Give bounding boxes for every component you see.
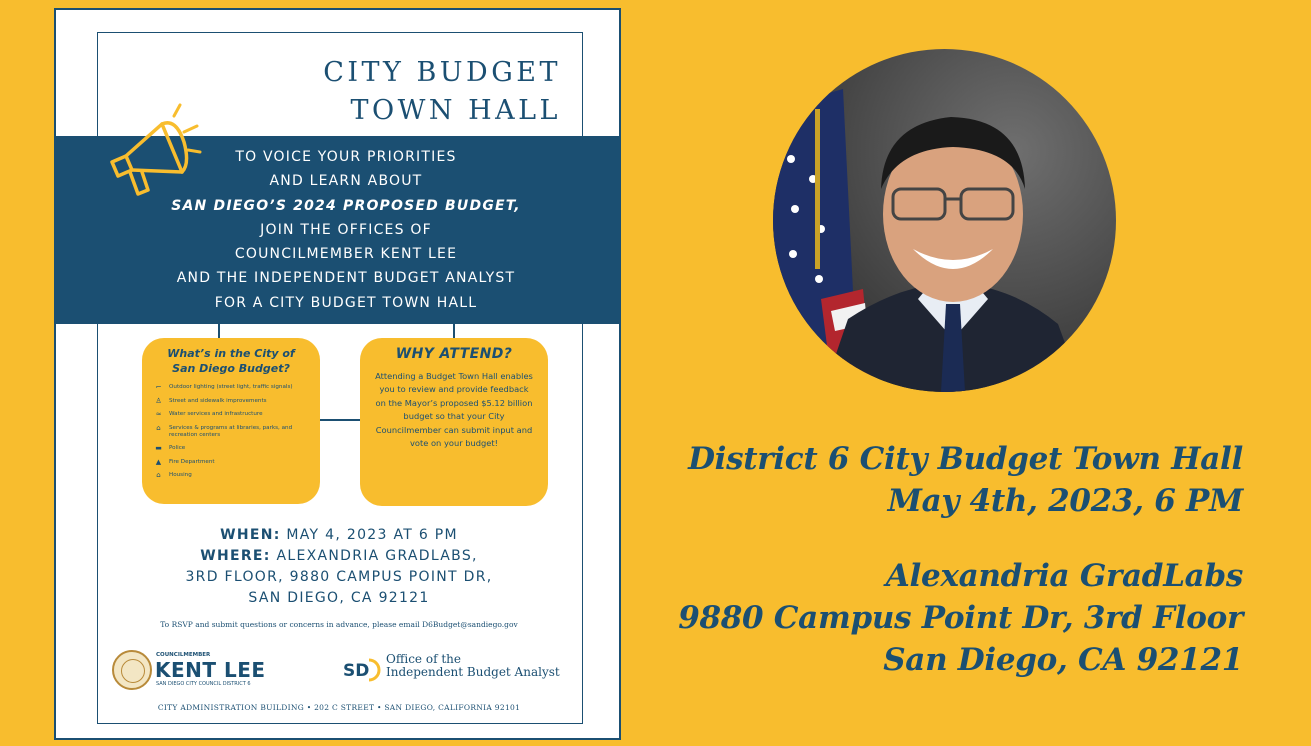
budget-items-card bbox=[142, 338, 320, 504]
event-title-block bbox=[688, 438, 1243, 522]
budget-card-title-line2: San Diego Budget? bbox=[172, 362, 290, 375]
list-item bbox=[154, 398, 314, 405]
event-street: 9880 Campus Point Dr, 3rd Floor bbox=[678, 600, 1243, 636]
when-label: WHEN: bbox=[220, 527, 281, 543]
list-item bbox=[154, 384, 314, 391]
banner-line: AND LEARN ABOUT bbox=[269, 173, 423, 190]
banner-line: JOIN THE OFFICES OF bbox=[260, 221, 432, 238]
councilmember-portrait bbox=[773, 49, 1116, 392]
street-light-icon: ⌐ bbox=[155, 383, 162, 391]
budget-card-title bbox=[142, 346, 320, 376]
iba-logo bbox=[343, 656, 381, 682]
where-line3: SAN DIEGO, CA 92121 bbox=[248, 590, 430, 606]
banner-line: AND THE INDEPENDENT BUDGET ANALYST bbox=[176, 270, 516, 287]
water-icon: ≈ bbox=[155, 410, 162, 418]
connector-line bbox=[453, 324, 455, 338]
iba-name bbox=[386, 653, 560, 679]
councilmember-name: KENT LEE bbox=[155, 658, 266, 682]
event-venue: Alexandria GradLabs bbox=[885, 558, 1243, 594]
why-attend-title: WHY ATTEND? bbox=[395, 346, 513, 362]
budget-items-list bbox=[142, 376, 320, 479]
list-item bbox=[154, 445, 314, 452]
when-line bbox=[116, 525, 562, 546]
list-item bbox=[154, 411, 314, 418]
list-item-label: Water services and infrastructure bbox=[169, 411, 263, 417]
why-attend-text: Attending a Budget Town Hall enables you to review and provide feedback on the Mayor’s proposed $5.12 billion budget so that your City Councilmember can submit input and vote on your budget! bbox=[375, 371, 533, 449]
flyer-title-line1: CITY BUDGET bbox=[323, 57, 561, 88]
city-seal-logo bbox=[112, 650, 152, 690]
flyer-banner-text bbox=[111, 145, 581, 315]
town-hall-flyer bbox=[54, 8, 621, 740]
library-icon: ⌂ bbox=[156, 423, 161, 432]
where-line bbox=[116, 546, 562, 567]
banner-line-highlight: SAN DIEGO’S 2024 PROPOSED BUDGET, bbox=[171, 197, 521, 214]
list-item bbox=[154, 459, 314, 466]
list-item-label: Outdoor lighting (street light, traffic signals) bbox=[169, 384, 293, 390]
list-item bbox=[154, 472, 314, 479]
where-line2: 3RD FLOOR, 9880 CAMPUS POINT DR, bbox=[185, 569, 493, 585]
iba-logo-text: SD bbox=[343, 661, 370, 681]
where-label: WHERE: bbox=[200, 548, 271, 564]
why-attend-card bbox=[360, 338, 548, 506]
list-item-label: Street and sidewalk improvements bbox=[169, 397, 267, 404]
city-address: CITY ADMINISTRATION BUILDING • 202 C STREET • SAN DIEGO, CALIFORNIA 92101 bbox=[157, 703, 521, 712]
iba-name-line2: Independent Budget Analyst bbox=[386, 665, 560, 679]
list-item bbox=[154, 425, 314, 439]
event-location-block bbox=[678, 555, 1243, 681]
event-title: District 6 City Budget Town Hall bbox=[688, 441, 1243, 477]
flyer-title-line2: TOWN HALL bbox=[350, 95, 561, 126]
connector-line bbox=[320, 419, 360, 421]
banner-line: TO VOICE YOUR PRIORITIES bbox=[235, 149, 457, 165]
banner-line: COUNCILMEMBER KENT LEE bbox=[234, 246, 458, 263]
police-icon: ▬ bbox=[155, 444, 162, 452]
list-item-label: Housing bbox=[169, 472, 192, 478]
council-district: SAN DIEGO CITY COUNCIL DISTRICT 6 bbox=[156, 681, 251, 687]
iba-name-line1: Office of the bbox=[386, 652, 461, 666]
where-value: ALEXANDRIA GRADLABS, bbox=[276, 548, 478, 564]
connector-line bbox=[218, 324, 220, 338]
when-value: MAY 4, 2023 AT 6 PM bbox=[286, 527, 458, 543]
list-item-label: Police bbox=[169, 445, 186, 451]
fire-icon: ▲ bbox=[155, 457, 162, 466]
list-item-label: Services & programs at libraries, parks, and recreation centers bbox=[169, 424, 293, 438]
budget-card-title-line1: What’s in the City of bbox=[167, 347, 295, 360]
list-item-label: Fire Department bbox=[169, 458, 215, 465]
councilmember-label: COUNCILMEMBER bbox=[156, 652, 211, 658]
pedestrian-icon: ♙ bbox=[155, 396, 162, 405]
event-datetime: May 4th, 2023, 6 PM bbox=[887, 483, 1243, 519]
rsvp-text: To RSVP and submit questions or concerns in advance, please email D6Budget@sandiego.gov bbox=[160, 620, 518, 629]
event-details bbox=[116, 525, 562, 609]
event-city: San Diego, CA 92121 bbox=[883, 642, 1243, 678]
banner-line: FOR A CITY BUDGET TOWN HALL bbox=[214, 294, 478, 311]
housing-icon: ⌂ bbox=[156, 471, 161, 479]
